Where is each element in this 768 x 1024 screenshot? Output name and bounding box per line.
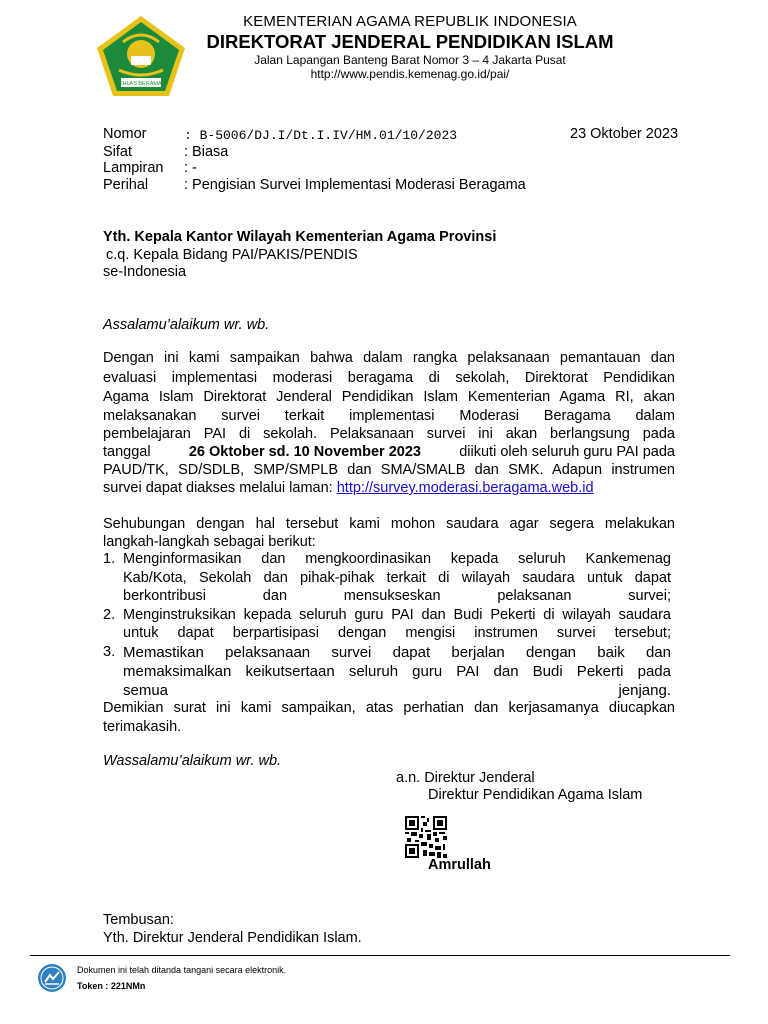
sifat-value: : Biasa — [184, 144, 229, 160]
office-address: Jalan Lapangan Banteng Barat Nomor 3 – 4 Jakarta Pusat — [254, 53, 566, 67]
survey-link[interactable]: http://survey.moderasi.beragama.web.id — [336, 480, 594, 496]
perihal-label: Perihal — [103, 177, 149, 193]
e-signature-badge-icon — [37, 963, 67, 993]
para1-text: tanggal — [103, 444, 151, 460]
list-item: memaksimalkan keikutsertaan seluruh guru PAI dan Budi Pekerti pada — [123, 663, 671, 680]
list-item: untuk dapat berpartisipasi dengan mengisi instrumen survei tersebut; — [123, 625, 671, 641]
para1-line: Dengan ini kami sampaikan bahwa dalam rangka pelaksanaan pemantauan dan — [103, 350, 675, 366]
nomor-label: Nomor — [103, 126, 147, 142]
recipient-region: se-Indonesia — [103, 264, 187, 280]
para2-line: Sehubungan dengan hal tersebut kami mohon saudara agar segera melakukan — [103, 516, 675, 532]
list-item: berkontribusi dan mensukseskan pelaksanan survei; — [123, 588, 671, 604]
para2-line: langkah-langkah sebagai berikut: — [103, 534, 316, 550]
list-item: Menginformasikan dan mengkoordinasikan kepada seluruh Kankemenag — [123, 551, 671, 567]
e-signature-note: Dokumen ini telah ditanda tangani secara elektronik. — [77, 965, 287, 975]
directorate-name: DIREKTORAT JENDERAL PENDIDIKAN ISLAM — [206, 31, 614, 52]
signer-name: Amrullah — [428, 857, 491, 873]
on-behalf-of: a.n. Direktur Jenderal — [396, 770, 535, 786]
lampiran-label: Lampiran — [103, 160, 164, 176]
list-item-number: 2. — [103, 607, 116, 623]
footer-divider — [30, 955, 730, 956]
para1-line-dates — [103, 444, 675, 461]
cc-label: Tembusan: — [103, 912, 174, 928]
letter-date: 23 Oktober 2023 — [570, 126, 679, 142]
para1-text: diikuti oleh seluruh guru PAI pada — [459, 444, 675, 460]
farewell: Wassalamu’alaikum wr. wb. — [103, 753, 282, 769]
sifat-label: Sifat — [103, 144, 133, 160]
para1-line: melaksanakan survei terkait implementasi Moderasi Beragama dalam — [103, 408, 675, 424]
closing-line: Demikian surat ini kami sampaikan, atas perhatian dan kerjasamanya diucapkan — [103, 700, 675, 716]
list-item-number: 3. — [103, 644, 116, 660]
list-item: semua jenjang. — [123, 682, 671, 699]
qr-code-icon[interactable] — [405, 816, 447, 858]
logo-motto: IKHLAS BERAMAL — [117, 81, 165, 87]
cc-recipient: Yth. Direktur Jenderal Pendidikan Islam. — [103, 930, 362, 946]
list-item: Menginstruksikan kepada seluruh guru PAI dan Budi Pekerti di wilayah saudara — [123, 607, 671, 623]
greeting: Assalamu’alaikum wr. wb. — [103, 317, 270, 333]
list-item: Kab/Kota, Sekolah dan pihak-pihak terkait di wilayah saudara untuk dapat — [123, 570, 671, 586]
verification-token: Token : 221NMn — [77, 981, 146, 991]
para1-text: survei dapat diakses melalui laman: — [103, 480, 333, 496]
recipient-attention: c.q. Kepala Bidang PAI/PAKIS/PENDIS — [106, 247, 358, 263]
survey-period: 26 Oktober sd. 10 November 2023 — [188, 444, 421, 460]
para1-line-link — [103, 480, 594, 497]
closing-line: terimakasih. — [103, 719, 182, 735]
website-url[interactable]: http://www.pendis.kemenag.go.id/pai/ — [310, 67, 510, 81]
signer-position: Direktur Pendidikan Agama Islam — [428, 787, 643, 803]
para1-line: evaluasi implementasi moderasi beragama di sekolah, Direktorat Pendidikan — [103, 370, 675, 386]
para1-line: Agama Islam Direktorat Jenderal Pendidikan Islam Kementerian Agama RI, akan — [103, 389, 675, 405]
para1-line: PAUD/TK, SD/SDLB, SMP/SMPLB dan SMA/SMALB dan SMK. Adapun instrumen — [103, 462, 675, 478]
nomor-value: : B-5006/DJ.I/Dt.I.IV/HM.01/10/2023 — [184, 128, 458, 143]
list-item: Memastikan pelaksanaan survei dapat berjalan dengan baik dan — [123, 644, 671, 661]
perihal-value: : Pengisian Survei Implementasi Moderasi Beragama — [184, 177, 526, 193]
ministry-name: KEMENTERIAN AGAMA REPUBLIK INDONESIA — [243, 13, 577, 30]
lampiran-value: : - — [184, 160, 197, 176]
list-item-number: 1. — [103, 551, 116, 567]
para1-line: pembelajaran PAI di sekolah. Pelaksanaan survei ini akan berlangsung pada — [103, 426, 675, 442]
recipient-title: Yth. Kepala Kantor Wilayah Kementerian Agama Provinsi — [103, 229, 497, 245]
